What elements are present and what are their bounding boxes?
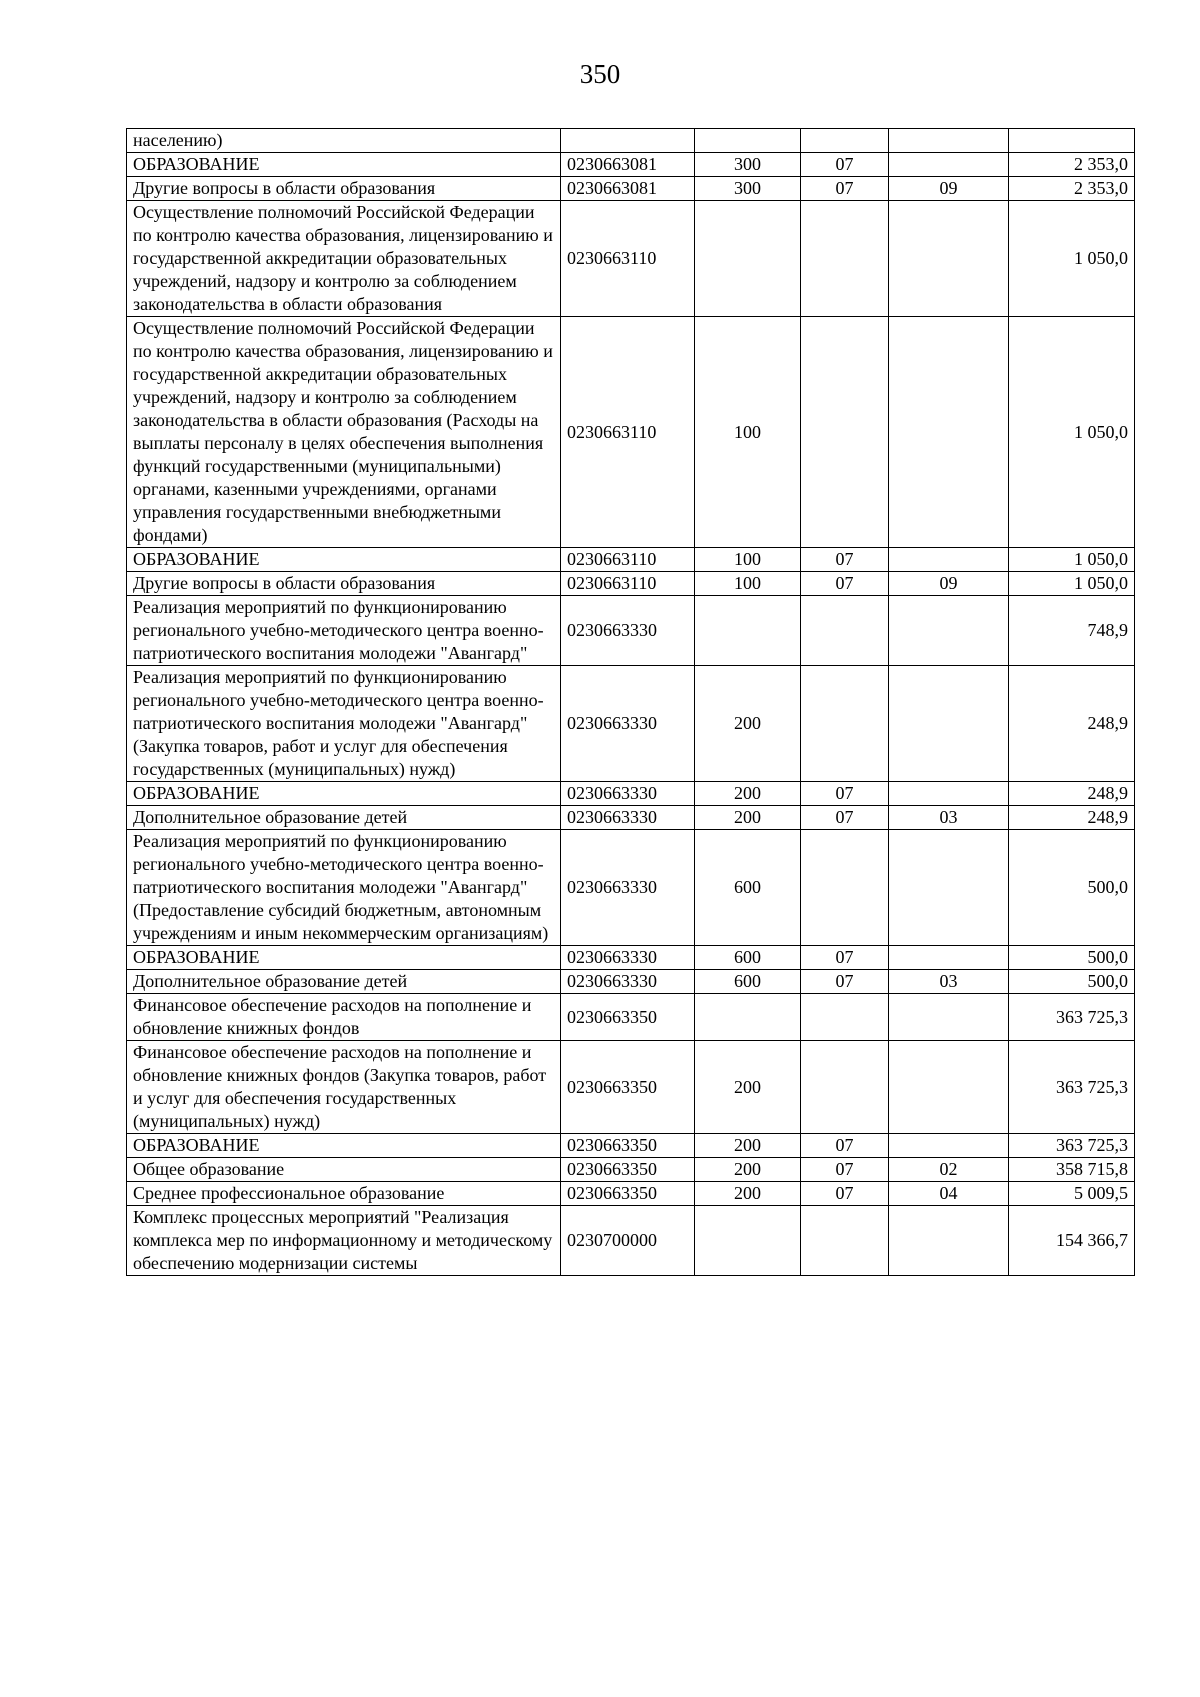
target-article-cell: 0230663081 xyxy=(561,177,695,201)
section-cell: 07 xyxy=(801,1134,889,1158)
subsection-cell: 02 xyxy=(889,1158,1009,1182)
row-name-cell: ОБРАЗОВАНИЕ xyxy=(127,782,561,806)
expense-type-cell: 100 xyxy=(695,572,801,596)
expense-type-cell: 100 xyxy=(695,548,801,572)
target-article-cell: 0230663350 xyxy=(561,1041,695,1134)
expense-type-cell xyxy=(695,596,801,666)
row-name-cell: ОБРАЗОВАНИЕ xyxy=(127,153,561,177)
expense-type-cell xyxy=(695,1206,801,1276)
amount-cell: 500,0 xyxy=(1009,830,1135,946)
subsection-cell xyxy=(889,946,1009,970)
section-cell: 07 xyxy=(801,177,889,201)
section-cell xyxy=(801,201,889,317)
row-name-cell: Финансовое обеспечение расходов на пополнение и обновление книжных фондов xyxy=(127,994,561,1041)
target-article-cell: 0230663110 xyxy=(561,572,695,596)
expense-type-cell: 300 xyxy=(695,177,801,201)
amount-cell: 154 366,7 xyxy=(1009,1206,1135,1276)
target-article-cell: 0230663110 xyxy=(561,548,695,572)
target-article-cell: 0230663330 xyxy=(561,830,695,946)
section-cell xyxy=(801,666,889,782)
expense-type-cell: 600 xyxy=(695,970,801,994)
subsection-cell xyxy=(889,317,1009,548)
table-row xyxy=(127,153,1135,177)
expense-type-cell: 200 xyxy=(695,1158,801,1182)
table-row xyxy=(127,806,1135,830)
row-name-cell: Реализация мероприятий по функционированию регионального учебно-методического центра военно-патриотического воспитания молодежи "Авангард" (Закупка товаров, работ и услуг для обеспечения государственных (муниципальных) нужд) xyxy=(127,666,561,782)
row-name-cell: Финансовое обеспечение расходов на пополнение и обновление книжных фондов (Закупка товаров, работ и услуг для обеспечения государственных (муниципальных) нужд) xyxy=(127,1041,561,1134)
subsection-cell xyxy=(889,1206,1009,1276)
page-number: 350 xyxy=(579,59,621,89)
target-article-cell: 0230663330 xyxy=(561,596,695,666)
target-article-cell: 0230663110 xyxy=(561,317,695,548)
section-cell: 07 xyxy=(801,1182,889,1206)
amount-cell: 2 353,0 xyxy=(1009,177,1135,201)
row-name-cell: Дополнительное образование детей xyxy=(127,806,561,830)
expense-type-cell: 200 xyxy=(695,1041,801,1134)
table-row xyxy=(127,1041,1135,1134)
amount-cell: 363 725,3 xyxy=(1009,994,1135,1041)
row-name-cell: населению) xyxy=(127,129,561,153)
amount-cell: 248,9 xyxy=(1009,782,1135,806)
row-name-cell: Общее образование xyxy=(127,1158,561,1182)
table-row xyxy=(127,129,1135,153)
table-row xyxy=(127,572,1135,596)
subsection-cell xyxy=(889,596,1009,666)
table-row xyxy=(127,548,1135,572)
amount-cell: 248,9 xyxy=(1009,666,1135,782)
section-cell: 07 xyxy=(801,548,889,572)
section-cell: 07 xyxy=(801,572,889,596)
section-cell xyxy=(801,994,889,1041)
section-cell xyxy=(801,1206,889,1276)
target-article-cell: 0230663330 xyxy=(561,970,695,994)
section-cell xyxy=(801,1041,889,1134)
amount-cell: 1 050,0 xyxy=(1009,572,1135,596)
table-row xyxy=(127,994,1135,1041)
subsection-cell xyxy=(889,1041,1009,1134)
subsection-cell: 09 xyxy=(889,572,1009,596)
amount-cell: 748,9 xyxy=(1009,596,1135,666)
row-name-cell: Другие вопросы в области образования xyxy=(127,572,561,596)
target-article-cell: 0230663330 xyxy=(561,946,695,970)
section-cell: 07 xyxy=(801,806,889,830)
subsection-cell xyxy=(889,548,1009,572)
budget-table xyxy=(126,128,1135,1276)
row-name-cell: Среднее профессиональное образование xyxy=(127,1182,561,1206)
target-article-cell: 0230663110 xyxy=(561,201,695,317)
target-article-cell: 0230700000 xyxy=(561,1206,695,1276)
target-article-cell: 0230663330 xyxy=(561,782,695,806)
subsection-cell: 04 xyxy=(889,1182,1009,1206)
subsection-cell: 03 xyxy=(889,970,1009,994)
row-name-cell: Реализация мероприятий по функционированию регионального учебно-методического центра военно-патриотического воспитания молодежи "Авангард" (Предоставление субсидий бюджетным, автономным учреждениям и иным некоммерческим организациям) xyxy=(127,830,561,946)
target-article-cell xyxy=(561,129,695,153)
subsection-cell xyxy=(889,129,1009,153)
subsection-cell: 09 xyxy=(889,177,1009,201)
subsection-cell xyxy=(889,153,1009,177)
expense-type-cell: 600 xyxy=(695,946,801,970)
amount-cell: 363 725,3 xyxy=(1009,1134,1135,1158)
expense-type-cell: 200 xyxy=(695,1134,801,1158)
target-article-cell: 0230663330 xyxy=(561,806,695,830)
expense-type-cell: 200 xyxy=(695,782,801,806)
table-row xyxy=(127,970,1135,994)
expense-type-cell: 600 xyxy=(695,830,801,946)
expense-type-cell xyxy=(695,129,801,153)
expense-type-cell: 300 xyxy=(695,153,801,177)
expense-type-cell: 200 xyxy=(695,806,801,830)
amount-cell: 363 725,3 xyxy=(1009,1041,1135,1134)
target-article-cell: 0230663350 xyxy=(561,1158,695,1182)
amount-cell xyxy=(1009,129,1135,153)
row-name-cell: Комплекс процессных мероприятий "Реализация комплекса мер по информационному и методическому обеспечению модернизации системы xyxy=(127,1206,561,1276)
table-row xyxy=(127,666,1135,782)
row-name-cell: Дополнительное образование детей xyxy=(127,970,561,994)
table-row xyxy=(127,1134,1135,1158)
target-article-cell: 0230663081 xyxy=(561,153,695,177)
amount-cell: 1 050,0 xyxy=(1009,548,1135,572)
section-cell xyxy=(801,830,889,946)
table-row xyxy=(127,201,1135,317)
section-cell: 07 xyxy=(801,782,889,806)
row-name-cell: ОБРАЗОВАНИЕ xyxy=(127,1134,561,1158)
target-article-cell: 0230663330 xyxy=(561,666,695,782)
amount-cell: 2 353,0 xyxy=(1009,153,1135,177)
table-row xyxy=(127,177,1135,201)
section-cell: 07 xyxy=(801,970,889,994)
row-name-cell: Другие вопросы в области образования xyxy=(127,177,561,201)
target-article-cell: 0230663350 xyxy=(561,994,695,1041)
table-row xyxy=(127,830,1135,946)
table-row xyxy=(127,1206,1135,1276)
expense-type-cell xyxy=(695,201,801,317)
table-row xyxy=(127,946,1135,970)
amount-cell: 500,0 xyxy=(1009,970,1135,994)
subsection-cell xyxy=(889,1134,1009,1158)
subsection-cell xyxy=(889,666,1009,782)
row-name-cell: Реализация мероприятий по функционированию регионального учебно-методического центра военно-патриотического воспитания молодежи "Авангард" xyxy=(127,596,561,666)
section-cell: 07 xyxy=(801,153,889,177)
amount-cell: 1 050,0 xyxy=(1009,317,1135,548)
section-cell xyxy=(801,596,889,666)
subsection-cell xyxy=(889,830,1009,946)
subsection-cell xyxy=(889,782,1009,806)
expense-type-cell: 100 xyxy=(695,317,801,548)
expense-type-cell: 200 xyxy=(695,666,801,782)
expense-type-cell xyxy=(695,994,801,1041)
subsection-cell xyxy=(889,201,1009,317)
row-name-cell: Осуществление полномочий Российской Федерации по контролю качества образования, лицензированию и государственной аккредитации образовательных учреждений, надзору и контролю за соблюдением законодательства в области образования (Расходы на выплаты персоналу в целях обеспечения выполнения функций государственными (муниципальными) органами, казенными учреждениями, органами управления государственными внебюджетными фондами) xyxy=(127,317,561,548)
amount-cell: 5 009,5 xyxy=(1009,1182,1135,1206)
subsection-cell xyxy=(889,994,1009,1041)
table-row xyxy=(127,782,1135,806)
table-row xyxy=(127,1158,1135,1182)
amount-cell: 248,9 xyxy=(1009,806,1135,830)
budget-table-body xyxy=(127,129,1135,1276)
section-cell: 07 xyxy=(801,1158,889,1182)
row-name-cell: ОБРАЗОВАНИЕ xyxy=(127,548,561,572)
amount-cell: 1 050,0 xyxy=(1009,201,1135,317)
subsection-cell: 03 xyxy=(889,806,1009,830)
row-name-cell: Осуществление полномочий Российской Федерации по контролю качества образования, лицензированию и государственной аккредитации образовательных учреждений, надзору и контролю за соблюдением законодательства в области образования xyxy=(127,201,561,317)
table-row xyxy=(127,317,1135,548)
section-cell xyxy=(801,129,889,153)
target-article-cell: 0230663350 xyxy=(561,1134,695,1158)
section-cell xyxy=(801,317,889,548)
target-article-cell: 0230663350 xyxy=(561,1182,695,1206)
row-name-cell: ОБРАЗОВАНИЕ xyxy=(127,946,561,970)
amount-cell: 358 715,8 xyxy=(1009,1158,1135,1182)
table-row xyxy=(127,1182,1135,1206)
section-cell: 07 xyxy=(801,946,889,970)
table-row xyxy=(127,596,1135,666)
expense-type-cell: 200 xyxy=(695,1182,801,1206)
amount-cell: 500,0 xyxy=(1009,946,1135,970)
